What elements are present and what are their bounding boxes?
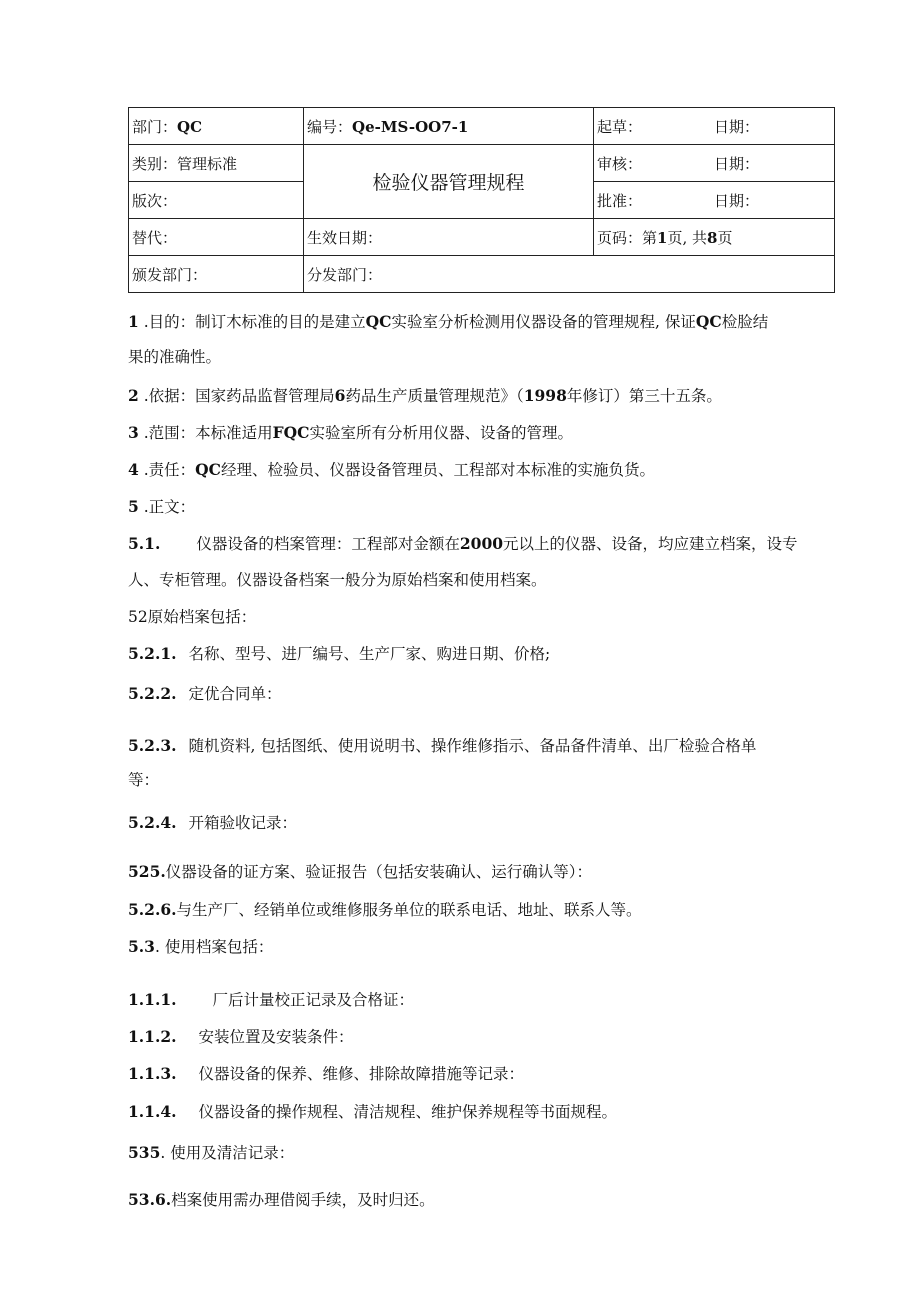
draft-cell: 起草： 日期： — [594, 108, 835, 145]
document-title: 检验仪器管理规程 — [304, 145, 594, 219]
section-5-2-2: 5.2.2. 定优合同单： — [128, 684, 282, 703]
code-value: Qe-MS-OO7-1 — [352, 117, 469, 136]
approve-cell: 批准： 日期： — [594, 182, 835, 219]
category-cell: 类别：管理标准 — [129, 145, 304, 182]
section-1: 1 .目的：制订木标准的目的是建立QC实验室分析检测用仪器设备的管理规程, 保证QC检脸结 — [128, 312, 769, 331]
section-5-2-5: 525.仪器设备的证方案、验证报告（包括安装确认、运行确认等）： — [128, 862, 593, 881]
section-1-1-1: 1.1.1. 厂后计量校正记录及合格证： — [128, 990, 415, 1009]
section-5-1: 5.1. 仪器设备的档案管理：工程部对金额在2000元以上的仪器、设备，均应建立档案，设专 — [128, 534, 798, 553]
dist-dept-cell: 分发部门： — [304, 256, 835, 293]
page-cell: 页码：第1页, 共8页 — [594, 219, 835, 256]
review-cell: 审核： 日期： — [594, 145, 835, 182]
section-1-1-4: 1.1.4. 仪器设备的操作规程、清洁规程、维护保养规程等书面规程。 — [128, 1102, 618, 1121]
effective-date-cell: 生效日期： — [304, 219, 594, 256]
header-row-4 — [129, 219, 835, 256]
section-5-2-3: 5.2.3. 随机资料, 包括图纸、使用说明书、操作维修指示、备品备件清单、出厂检验合格单 — [128, 736, 757, 755]
section-5: 5 .正文： — [128, 497, 196, 516]
code-cell: 编号：Qe-MS-OO7-1 — [304, 108, 594, 145]
section-4: 4 .责任：QC经理、检验员、仪器设备管理员、工程部对本标准的实施负货。 — [128, 460, 656, 479]
section-5-3-5: 535. 使用及清洁记录： — [128, 1143, 295, 1162]
header-row-5 — [129, 256, 835, 293]
section-5-2-6: 5.2.6.与生产厂、经销单位或维修服务单位的联系电话、地址、联系人等。 — [128, 900, 642, 919]
section-5-2-3-cont: 等： — [128, 771, 160, 789]
header-row-2 — [129, 145, 835, 182]
section-5-1-cont: 人、专柜管理。仪器设备档案一般分为原始档案和使用档案。 — [128, 571, 547, 589]
edition-cell: 版次： — [129, 182, 304, 219]
section-3: 3 .范围：本标准适用FQC实验室所有分析用仪器、设备的管理。 — [128, 423, 574, 442]
section-1-1-2: 1.1.2. 安装位置及安装条件： — [128, 1027, 354, 1046]
section-2: 2 .依据：国家药品监督管理局6药品生产质量管理规范》（1998年修订）第三十五条。 — [128, 386, 722, 405]
section-5-3-6: 53.6.档案使用需办理借阅手续，及时归还。 — [128, 1190, 435, 1209]
section-5-3: 5.3. 使用档案包括： — [128, 937, 274, 956]
dept-cell: 部门：QC — [129, 108, 304, 145]
dept-value: QC — [177, 117, 203, 136]
section-1-cont: 果的准确性。 — [128, 348, 222, 366]
section-5-2-4: 5.2.4. 开箱验收记录： — [128, 813, 298, 832]
replace-cell: 替代： — [129, 219, 304, 256]
header-row-1 — [129, 108, 835, 145]
section-5-2: 52原始档案包括： — [128, 608, 257, 626]
header-table — [128, 107, 835, 293]
section-1-1-3: 1.1.3. 仪器设备的保养、维修、排除故障措施等记录： — [128, 1064, 525, 1083]
issue-dept-cell: 颁发部门： — [129, 256, 304, 293]
section-5-2-1: 5.2.1. 名称、型号、进厂编号、生产厂家、购进日期、价格; — [128, 644, 551, 663]
